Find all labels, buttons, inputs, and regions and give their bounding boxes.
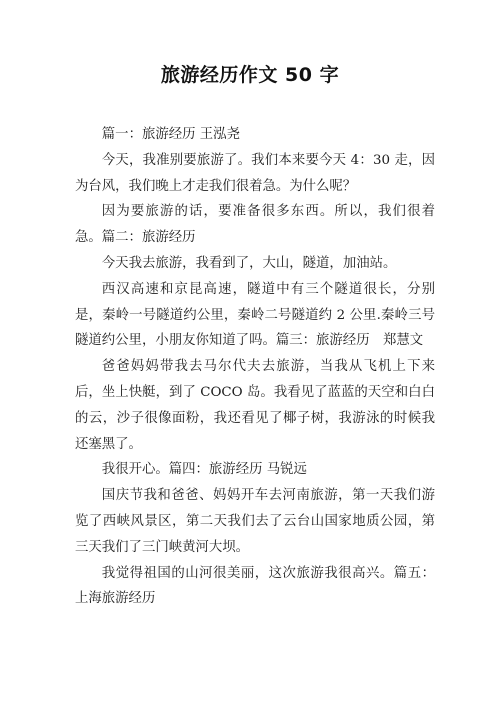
paragraph: 今天，我准别要旅游了。我们本来要今天 4：30 走，因为台风，我们晚上才走我们很着急。为什么呢？ [75, 152, 435, 194]
paragraph: 国庆节我和爸爸、妈妈开车去河南旅游，第一天我们游览了西峡风景区，第二天我们去了云台山国家地质公园，第三天我们了三门峡黄河大坝。 [75, 488, 435, 555]
document-title: 旅游经历作文 50 字 [160, 64, 340, 86]
paragraph: 我觉得祖国的山河很美丽，这次旅游我很高兴。篇五：上海旅游经历 [75, 565, 435, 607]
paragraph: 因为要旅游的话，要准备很多东西。所以，我们很着急。篇二：旅游经历 [75, 204, 435, 246]
paragraph: 爸爸妈妈带我去马尔代夫去旅游，当我从飞机上下来后，坐上快艇，到了 COCO 岛。我看见了蓝蓝的天空和白白的云，沙子很像面粉，我还看见了椰子树，我游泳的时候我还塞黑了。 [75, 359, 435, 452]
paragraph: 篇一：旅游经历 王泓尧 [101, 127, 240, 142]
paragraph: 今天我去旅游，我看到了，大山，隧道，加油站。 [101, 255, 397, 271]
paragraph: 我很开心。篇四：旅游经历 马锐远 [101, 462, 307, 478]
paragraph: 西汉高速和京昆高速，隧道中有三个隧道很长，分别是，秦岭一号隧道约公里，秦岭二号隧道约 2 公里.秦岭三号隧道约公里，小朋友你知道了吗。篇三：旅游经历 郑慧文 [75, 281, 435, 349]
document-body [75, 122, 435, 612]
